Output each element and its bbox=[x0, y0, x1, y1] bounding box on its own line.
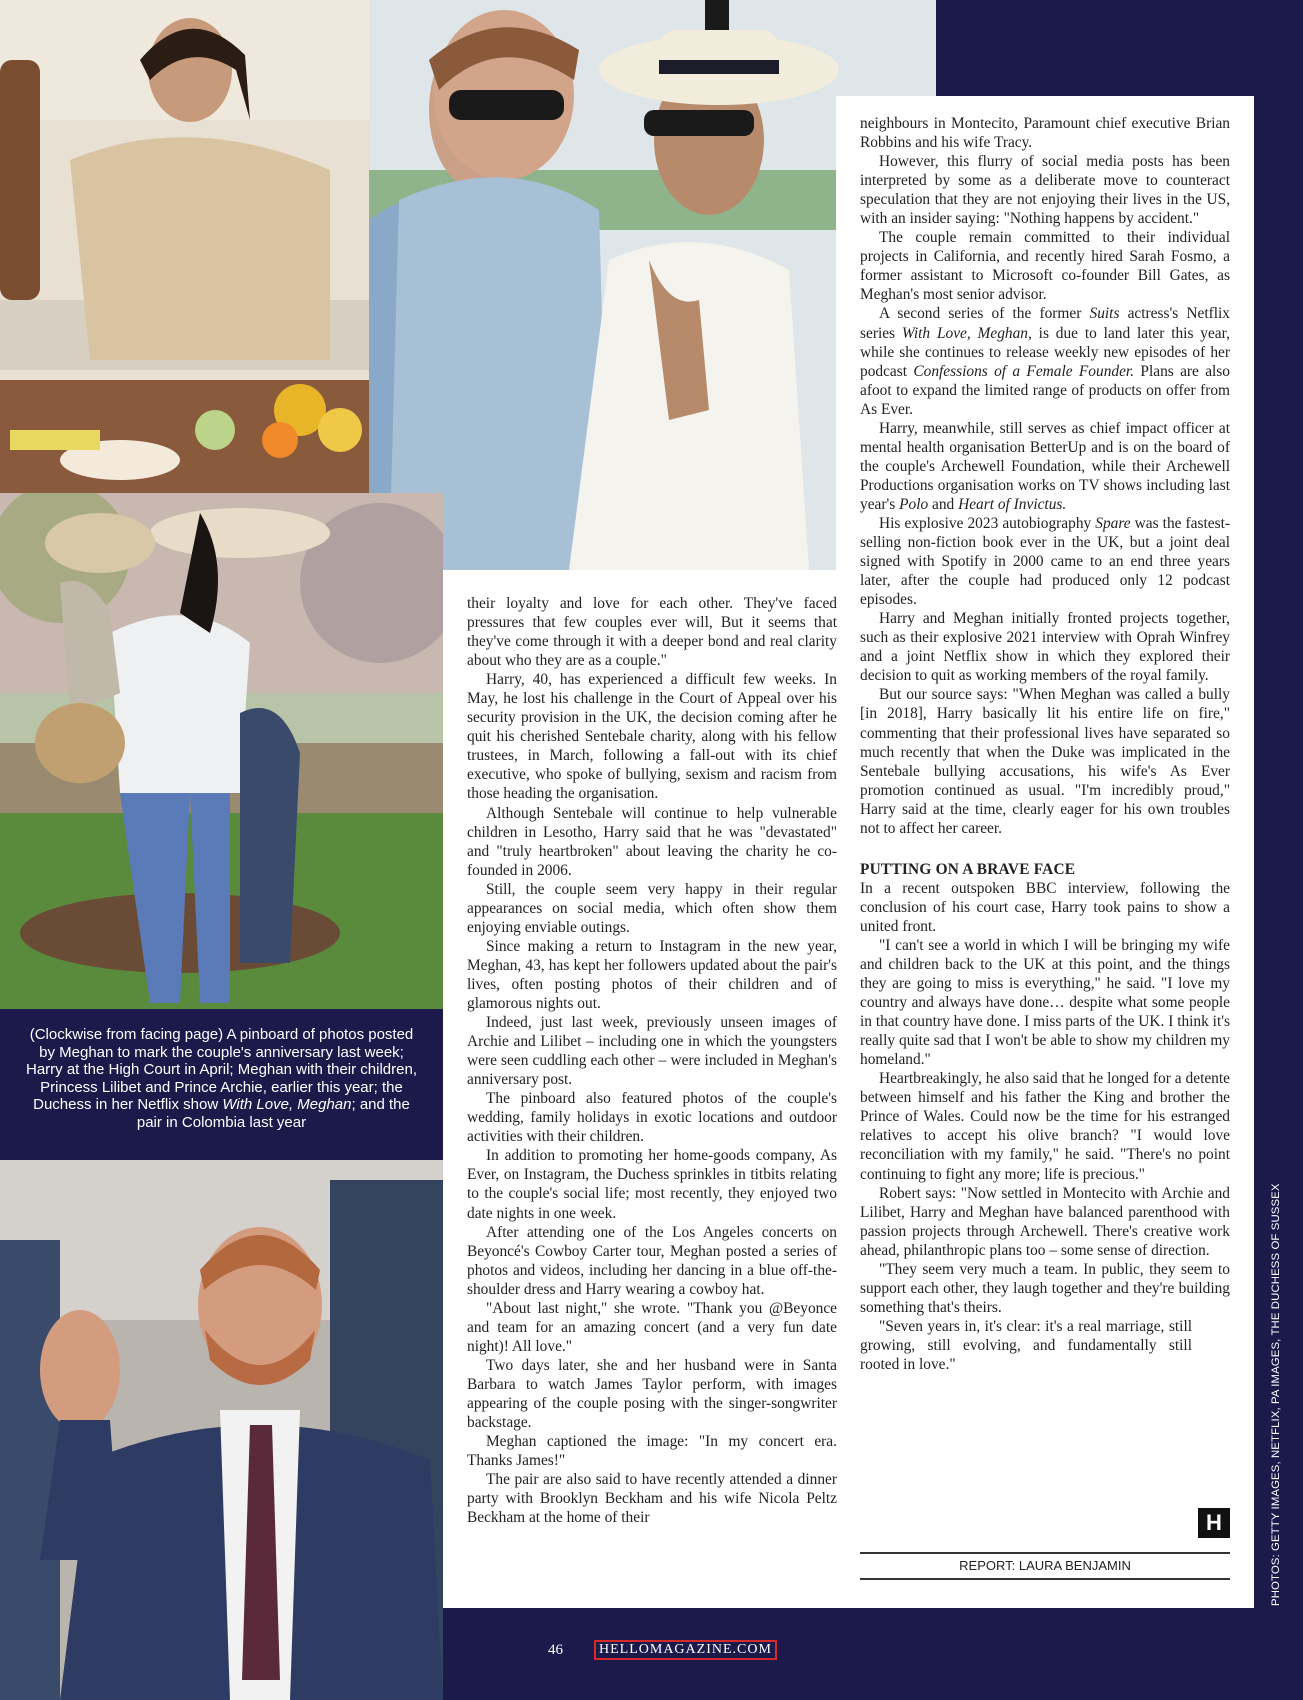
article-paragraph: In a recent outspoken BBC interview, following the conclusion of his court case, Harry took pains to show a united front. bbox=[860, 879, 1230, 935]
caption-text-part1: (Clockwise from facing page) A pinboard of photos posted by Meghan to mark the couple's anniversary last week; Harry at the High Court in April; Meghan with their children, Princess Lilibet and Prince Archie, earlier this year; the Duchess in her Netflix show bbox=[25, 1026, 417, 1114]
article-paragraph: The pinboard also featured photos of the couple's wedding, family holidays in exotic locations and outdoor activities with their children. bbox=[467, 1090, 837, 1146]
article-paragraph: Harry, meanwhile, still serves as chief impact officer at mental health organisation BetterUp and is on the board of the couple's Archewell Foundation, while their Archewell Productions organisation works on TV shows including last year's Polo and Heart of Invictus. bbox=[860, 419, 1230, 513]
article-paragraph: "They seem very much a team. In public, they seem to support each other, they laugh together and they're building something that's theirs. bbox=[860, 1260, 1230, 1316]
article-paragraph: Still, the couple seem very happy in their regular appearances on social media, which often show them enjoying enviable outings. bbox=[467, 880, 837, 936]
article-paragraph: After attending one of the Los Angeles concerts on Beyoncé's Cowboy Carter tour, Meghan posted a series of photos and videos, including her dancing in a blue off-the-shoulder dress and Harry wearing a cowboy hat. bbox=[467, 1223, 837, 1298]
article-paragraph: Heartbreakingly, he also said that he longed for a detente between himself and his father the King and brother the Prince of Wales. Could now be the time for his estranged relatives to accept his olive branch? "I would love reconciliation with my family," he said. "There's no point continuing to fight any more; life is precious." bbox=[860, 1070, 1230, 1183]
article-column-right bbox=[860, 114, 1230, 1374]
article-paragraph: "About last night," she wrote. "Thank you @Beyonce and team for an amazing concert (and a very fun date night)! All love." bbox=[467, 1299, 837, 1355]
article-paragraph: Since making a return to Instagram in the new year, Meghan, 43, has kept her followers updated about the pair's lives, often posting photos of their children and of glamorous nights out. bbox=[467, 937, 837, 1012]
article-paragraph: "I can't see a world in which I will be bringing my wife and children back to the UK at this point, and the things they are going to miss is everything," he said. "I love my country and always have done… despite what some people in that country have done. I miss parts of the UK. I think it's really quite sad that I won't be able to show my children my homeland." bbox=[860, 936, 1230, 1069]
title-with-love-meghan: With Love, Meghan, bbox=[901, 324, 1032, 342]
photo-harry-waving bbox=[0, 1160, 443, 1700]
title-suits: Suits bbox=[1089, 305, 1120, 323]
title-heart-of-invictus: Heart of Invictus. bbox=[958, 495, 1067, 513]
article-paragraph: Harry, 40, has experienced a difficult few weeks. In May, he lost his challenge in the Court of Appeal over his security provision in the UK, the decision coming after he quit his cherished Sentebale charity, along with his fellow trustees, in March, following a fall-out with its chief executive, who spoke of bullying, sexism and racism from those heading the organisation. bbox=[467, 671, 837, 803]
article-paragraph: The couple remain committed to their individual projects in California, and recently hired Sarah Fosmo, a former assistant to Microsoft co-founder Bill Gates, as Meghan's most senior advisor. bbox=[860, 229, 1230, 304]
title-spare: Spare bbox=[1095, 514, 1131, 532]
title-podcast: Confessions of a Female Founder. bbox=[913, 362, 1135, 380]
hello-end-mark-icon: H bbox=[1198, 1508, 1230, 1538]
byline: REPORT: LAURA BENJAMIN bbox=[959, 1558, 1131, 1573]
page-number: 46 bbox=[548, 1642, 563, 1658]
article-paragraph: But our source says: "When Meghan was called a bully [in 2018], Harry basically lit his entire life on fire," commenting that their professional lives have separated so much recently that when the Duke was implicated in the Sentebale bullying accusations, his wife's As Ever promotion continued as usual. "I'm incredibly proud," Harry said at the time, clearly eager for his own troubles not to affect her career. bbox=[860, 686, 1230, 837]
section-heading: PUTTING ON A BRAVE FACE bbox=[860, 860, 1076, 878]
article-paragraph: their loyalty and love for each other. They've faced pressures that few couples ever will, But it seems that they've come through it with a deeper bond and real clarity about who they are as a couple." bbox=[467, 595, 837, 670]
title-polo: Polo bbox=[899, 495, 929, 513]
site-link[interactable]: HELLOMAGAZINE.COM bbox=[594, 1640, 777, 1660]
photo-caption bbox=[0, 1009, 443, 1160]
article-paragraph: His explosive 2023 autobiography Spare was the fastest-selling non-fiction book ever in the UK, but a joint deal signed with Spotify in 2000 came to an end three years later, after the couple had produced only 12 podcast episodes. bbox=[860, 514, 1230, 609]
article-paragraph: Robert says: "Now settled in Montecito with Archie and Lilibet, Harry and Meghan have balanced parenthood with passion projects through Archewell. There's creative work ahead, philanthropic plans too – some sense of direction. bbox=[860, 1184, 1230, 1259]
photo-credit: PHOTOS: GETTY IMAGES, NETFLIX, PA IMAGES, THE DUCHESS OF SUSSEX bbox=[1270, 1183, 1282, 1606]
article-paragraph: Although Sentebale will continue to help vulnerable children in Lesotho, Harry said that he was "devastated" and "truly heartbroken" about leaving the charity he co-founded in 2006. bbox=[467, 804, 837, 879]
article-paragraph: Two days later, she and her husband were in Santa Barbara to watch James Taylor perform, with images appearing of the couple posing with the singer-songwriter backstage. bbox=[467, 1356, 837, 1432]
photo-meghan-garden-children bbox=[0, 493, 443, 1009]
byline-divider-bottom bbox=[860, 1578, 1230, 1580]
article-paragraph: A second series of the former Suits actress's Netflix series With Love, Meghan, is due to land later this year, while she continues to release weekly new episodes of her podcast Confessions of a Female Founder. Plans are also afoot to expand the limited range of products on offer from As Ever. bbox=[860, 305, 1230, 418]
article-column-middle bbox=[467, 594, 837, 1527]
article-paragraph: Harry and Meghan initially fronted projects together, such as their explosive 2021 interview with Oprah Winfrey and a joint Netflix show in which they explored their decision to quit as working members of the royal family. bbox=[860, 610, 1230, 685]
caption-text-part2: ; and the pair in Colombia last year bbox=[136, 1096, 410, 1131]
article-paragraph: neighbours in Montecito, Paramount chief executive Brian Robbins and his wife Tracy. bbox=[860, 115, 1230, 152]
article-paragraph: However, this flurry of social media posts has been interpreted by some as a deliberate move to counteract speculation that they are not enjoying their lives in the US, with an insider saying: "Nothing happens by accident." bbox=[860, 153, 1230, 228]
article-paragraph: The pair are also said to have recently attended a dinner party with Brooklyn Beckham and his wife Nicola Peltz Beckham at the home of their bbox=[467, 1471, 837, 1527]
article-paragraph: Meghan captioned the image: "In my concert era. Thanks James!" bbox=[467, 1433, 837, 1470]
caption-show-title: With Love, Meghan bbox=[222, 1096, 352, 1114]
article-paragraph: "Seven years in, it's clear: it's a real marriage, still growing, still evolving, and fundamentally still rooted in love." bbox=[860, 1317, 1192, 1373]
article-paragraph: Indeed, just last week, previously unseen images of Archie and Lilibet – including one in which the youngsters were seen cuddling each other – were included in Meghan's anniversary post. bbox=[467, 1014, 837, 1089]
photo-meghan-kitchen bbox=[0, 0, 369, 493]
byline-divider-top bbox=[860, 1552, 1230, 1554]
article-paragraph: In addition to promoting her home-goods company, As Ever, on Instagram, the Duchess sprinkles in titbits relating to the couple's social life; most recently, they enjoyed two date nights in one week. bbox=[467, 1147, 837, 1222]
